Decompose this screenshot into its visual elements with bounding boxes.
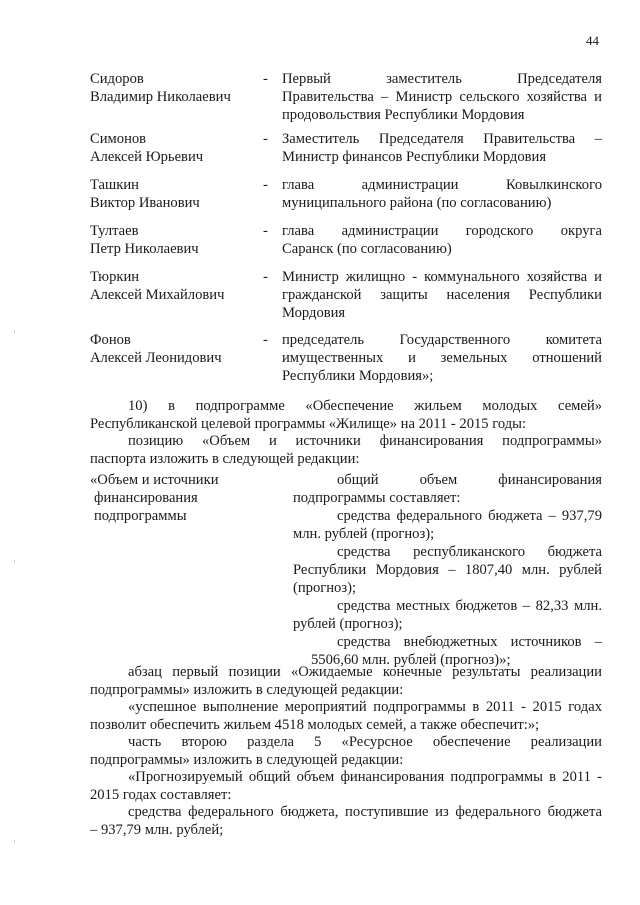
member-role-line: Министр финансов Республики Мордовия: [282, 149, 547, 165]
member-name: [90, 176, 260, 212]
scan-margin-line: [14, 560, 15, 563]
passport-position-label: [90, 471, 270, 525]
tail-line: позволит обеспечить жильем 4518 молодых семей, а также обеспечит:»;: [90, 716, 540, 733]
tail-line: – 937,79 млн. рублей;: [90, 821, 224, 838]
member-role-line: Заместитель Председателя Правительства –: [282, 131, 602, 147]
passport-value-line: средства внебюджетных источников –: [337, 634, 602, 650]
member-role-line: глава администрации городского округа: [282, 223, 602, 239]
member-role-line: Первый заместитель Председателя: [282, 71, 602, 87]
member-role: [282, 268, 602, 322]
tail-paragraphs: [90, 664, 602, 839]
passport-value-line: средства местных бюджетов – 82,33 млн.: [337, 598, 602, 614]
tail-line: средства федерального бюджета, поступившие из федерального бюджета: [128, 804, 602, 820]
member-dash: -: [263, 223, 268, 239]
member-role-line: Саранск (по согласованию): [282, 241, 452, 257]
member-given-name: Петр Николаевич: [90, 241, 199, 257]
passport-label-line: финансирования: [94, 490, 198, 506]
member-role-line: гражданской защиты населения Республики: [282, 287, 602, 303]
item-10-paragraph: [90, 398, 602, 468]
member-role: [282, 70, 602, 124]
member-role-line: председатель Государственного комитета: [282, 332, 602, 348]
item-10-line: позицию «Объем и источники финансирования подпрограммы»: [128, 433, 602, 449]
member-given-name: Алексей Леонидович: [90, 350, 222, 366]
member-role: [282, 331, 602, 385]
member-given-name: Виктор Иванович: [90, 195, 200, 211]
page-number: 44: [586, 33, 599, 48]
member-role-line: глава администрации Ковылкинского: [282, 177, 602, 193]
passport-value-line: Республики Мордовия – 1807,40 млн. рублей: [293, 562, 602, 578]
item-10-line: 10) в подпрограмме «Обеспечение жильем молодых семей»: [128, 398, 602, 414]
passport-value-line: млн. рублей (прогноз);: [293, 526, 435, 542]
member-name: [90, 222, 260, 258]
member-surname: Сидоров: [90, 71, 144, 87]
member-surname: Тюркин: [90, 269, 140, 285]
member-row: [90, 130, 602, 170]
tail-line: подпрограммы» изложить в следующей редакции:: [90, 751, 404, 768]
passport-label-line: подпрограммы: [94, 508, 187, 524]
member-dash: -: [263, 131, 268, 147]
member-role-line: имущественных и земельных отношений: [282, 350, 602, 366]
member-role-line: Министр жилищно - коммунального хозяйства и: [282, 269, 602, 285]
member-role: [282, 176, 602, 212]
member-role-line: Мордовия: [282, 305, 346, 321]
passport-value-line: общий объем финансирования: [337, 472, 602, 488]
member-surname: Фонов: [90, 332, 131, 348]
member-dash: -: [263, 269, 268, 285]
member-surname: Ташкин: [90, 177, 139, 193]
passport-value-line: средства республиканского бюджета: [337, 544, 602, 560]
scan-margin-line: [14, 840, 15, 843]
tail-line: часть второю раздела 5 «Ресурсное обеспечение реализации: [128, 734, 602, 750]
member-role: [282, 222, 602, 258]
member-name: [90, 130, 260, 166]
tail-line: абзац первый позиции «Ожидаемые конечные результаты реализации: [128, 664, 602, 680]
member-given-name: Алексей Юрьевич: [90, 149, 204, 165]
tail-line: 2015 годах составляет:: [90, 786, 232, 803]
member-row: [90, 331, 602, 391]
member-given-name: Алексей Михайлович: [90, 287, 225, 303]
member-role-line: Правительства – Министр сельского хозяйства и: [282, 89, 602, 105]
member-surname: Симонов: [90, 131, 147, 147]
member-role-line: Республики Мордовия»;: [282, 368, 434, 384]
item-10-line: Республиканской целевой программы «Жилище» на 2011 - 2015 годы:: [90, 415, 527, 432]
member-role-line: муниципального района (по согласованию): [282, 195, 552, 211]
tail-line: «успешное выполнение мероприятий подпрограммы в 2011 - 2015 годах: [128, 699, 602, 715]
tail-line: подпрограммы» изложить в следующей редакции:: [90, 681, 404, 698]
member-dash: -: [263, 177, 268, 193]
passport-value-line: рублей (прогноз);: [293, 616, 403, 632]
scan-margin-line: [14, 330, 15, 333]
passport-value-line: средства федерального бюджета – 937,79: [337, 508, 602, 524]
tail-line: «Прогнозируемый общий объем финансирования подпрограммы в 2011 -: [128, 769, 602, 785]
member-role: [282, 130, 602, 166]
member-dash: -: [263, 332, 268, 348]
member-surname: Тултаев: [90, 223, 139, 239]
member-name: [90, 331, 260, 367]
passport-value-line: 5506,60 млн. рублей (прогноз)»;: [311, 652, 511, 668]
member-row: [90, 268, 602, 328]
passport-value-line: подпрограммы составляет:: [293, 490, 461, 506]
member-row: [90, 70, 602, 130]
member-dash: -: [263, 71, 268, 87]
member-row: [90, 176, 602, 216]
passport-position-value: [293, 471, 602, 669]
member-name: [90, 70, 260, 106]
passport-value-line: (прогноз);: [293, 580, 357, 596]
member-given-name: Владимир Николаевич: [90, 89, 231, 105]
member-row: [90, 222, 602, 262]
member-role-line: продовольствия Республики Мордовия: [282, 107, 525, 123]
member-name: [90, 268, 260, 304]
item-10-line: паспорта изложить в следующей редакции:: [90, 450, 360, 467]
passport-label-line: «Объем и источники: [90, 472, 219, 488]
